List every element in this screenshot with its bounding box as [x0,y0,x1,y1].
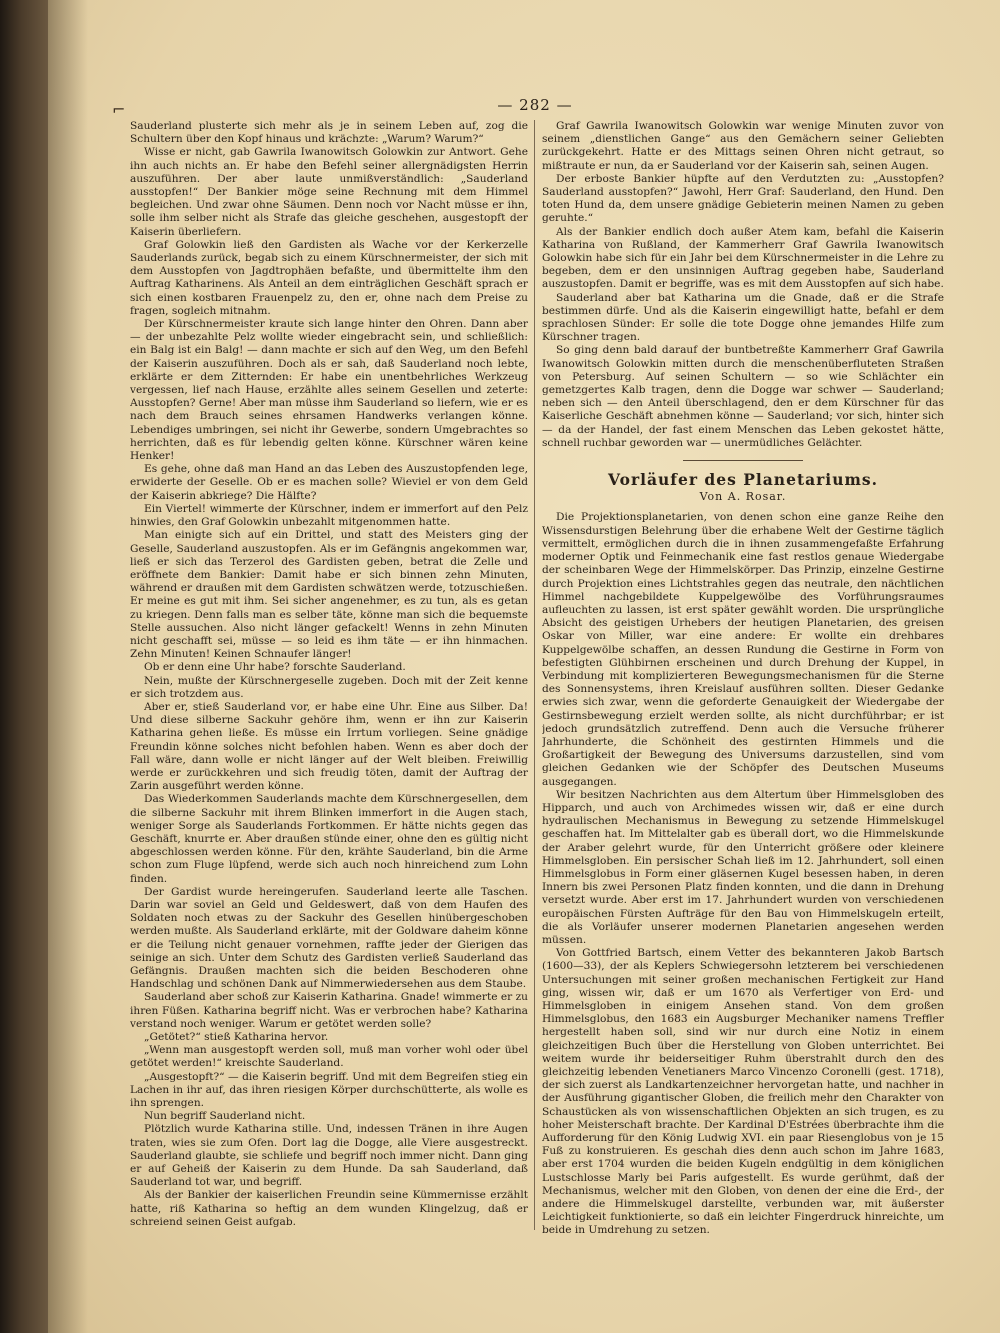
paragraph: Das Wiederkommen Sauderlands machte dem Kürschnergesellen, dem die silberne Sackuhr mit ihrem Blinken immerfort in die Augen stach, weniger Sorge als Sauderlands Fortkommen. Er hätte nichts gegen das Geschäft, knurrte er. Aber draußen stünde einer, ohne den es gültig nicht abgeschlossen werden könne. Für den, krähte Sauderland, bin die Arme schon zum Fluge lüpfend, werde sich auch noch hinreichend zum Lohn finden. [130,793,528,885]
column-divider [534,120,535,1230]
article-author: Von A. Rosar. [699,490,787,504]
paragraph: Ob er denn eine Uhr habe? forschte Sauderland. [144,661,406,674]
article-paragraph: Von Gottfried Bartsch, einem Vetter des bekannteren Jakob Bartsch (1600—33), der als Keplers Schwiegersohn letzterem bei verschiedenen Untersuchungen mit seiner großen mechanischen Fertigkeit zur Hand ging, wissen wir, daß er um 1670 als Verfertiger von Erd- und Himmelsgloben in einigem Ansehen stand. Von dem großen Himmelsglobus, den 1683 ein Augsburger Mechaniker namens Treffler hergestellt haben soll, sind wir nur durch eine Notiz in einem gleichzeitigen Buch über die Herstellung von Globen unterrichtet. Bei weitem wurde ihr beiderseitiger Ruhm überstrahlt durch den des gleichzeitig lebenden Venetianers Marco Vincenzo Coronelli (gest. 1718), der sich zuerst als Landkartenzeichner hervorgetan hatte, und nachher in der Ausführung gigantischer Globen, die freilich mehr den Charakter von Schaustücken als von wissenschaftlichen Objekten an sich trugen, es zu hoher Meisterschaft brachte. Der Kardinal D'Estrées überbrachte ihm die Aufforderung für den König Ludwig XVI. ein paar Riesenglobus von je 15 Fuß zu konstruieren. Es geschah dies denn auch schon im Jahre 1683, aber erst 1704 wurden die beiden Kugeln endgültig in dem königlichen Lustschlosse Marly bei Paris aufgestellt. Es wurde gerühmt, daß der Mechanismus, welcher mit den Globen, von denen der eine die Erd-, der andere die Himmelskugel darstellte, verbunden war, mit äußerster Leichtigkeit funktionierte, so daß ein leichter Fingerdruck hinreichte, um beide in Umdrehung zu setzen. [542,947,944,1237]
article-paragraph: Die Projektionsplanetarien, von denen schon eine ganze Reihe den Wissensdurstigen Belehrung über die erhabene Welt der Gestirne täglich vermittelt, ermöglichen durch die in ihnen zusammengefaßte Erfahrung moderner Optik und Feinmechanik eine fast restlos genaue Wiedergabe der scheinbaren Wege der Himmelskörper. Das Prinzip, einzelne Gestirne durch Projektion eines Lichtstrahles gegen das neutrale, den nächtlichen Himmel nachgebildete Kuppelgewölbe des Vorführungsraumes aufleuchten zu lassen, ist erst später gewählt worden. Die ursprüngliche Absicht des geistigen Urhebers der heutigen Planetarien, des greisen Oskar von Miller, war eine andere: Er wollte ein drehbares Kuppelgewölbe schaffen, an dessen Rundung die Gestirne in Form von befestigten Glühbirnen erscheinen und durch Drehung der Kuppel, in Verbindung mit komplizierteren Bewegungsmechanismen für die Sterne des Sonnensystems, ihren Kreislauf ausführen sollten. Dieser Gedanke erwies sich zwar, wenn die geforderte Genauigkeit der Wiedergabe der Gestirnsbewegung erzielt werden sollte, als nicht durchführbar; er ist jedoch grundsätzlich zutreffend. Denn auch die Versuche früherer Jahrhunderte, die Schönheit des gestirnten Himmels und die Großartigkeit der Bewegung des Universums darzustellen, sind vom gleichen Gedanken wie der Schöpfer des Deutschen Museums ausgegangen. [542,511,944,788]
paragraph: Sauderland plusterte sich mehr als je in seinem Leben auf, zog die Schultern über den Kopf hinaus und krächzte: „Warum? Warum?“ [130,120,528,146]
gutter-shadow [48,0,88,1333]
paragraph: Graf Gawrila Iwanowitsch Golowkin war wenige Minuten zuvor von seinem „dienstlichen Gange“ aus den Gemächern seiner Geliebten zurückgekehrt. Hatte er des Mittags seinen Ohren nicht getraut, so mißtraute er nun, da er Sauderland vor der Kaiserin sah, seinen Augen. [542,120,944,172]
paragraph: Nun begriff Sauderland nicht. [144,1110,306,1123]
corner-mark: ⌐ [112,100,126,119]
paragraph: Plötzlich wurde Katharina stille. Und, indessen Tränen in ihre Augen traten, wies sie zum Ofen. Dort lag die Dogge, alle Viere ausgestreckt. Sauderland glaubte, sie schliefe und begriff noch immer nicht. Dann ging er auf Geheiß der Kaiserin zu dem Hunde. Da sah Sauderland, daß Sauderland tot war, und begriff. [130,1123,528,1189]
paragraph: Der erboste Bankier hüpfte auf den Verdutzten zu: „Ausstopfen? Sauderland ausstopfen?“ Jawohl, Herr Graf: Sauderland, den Hund. Den toten Hund da, dem unsere gnädige Gebieterin meinen Namen zu geben geruhte.“ [542,172,944,225]
paragraph: Ein Viertel! wimmerte der Kürschner, indem er immerfort auf den Pelz hinwies, den Graf Golowkin unbezahlt mitgenommen hatte. [130,502,528,529]
paragraph: Sauderland aber schoß zur Kaiserin Katharina. Gnade! wimmerte er zu ihren Füßen. Katharina begriff nicht. Was er verbrochen habe? Katharina verstand noch weniger. Warum er getötet werden solle? [130,991,528,1030]
paragraph: Es gehe, ohne daß man Hand an das Leben des Auszustopfenden lege, erwiderte der Geselle. Ob er es machen solle? Wieviel er von dem Geld der Kaiserin abkriege? Die Hälfte? [130,463,528,502]
article-paragraph: Wir besitzen Nachrichten aus dem Altertum über Himmelsgloben des Hipparch, und auch von Archimedes wissen wir, daß er eine durch hydraulischen Mechanismus in Bewegung zu setzende Himmelskugel geschaffen hat. Im Mittelalter gab es überall dort, wo die Himmelskunde der Araber gelehrt wurde, für den Unterricht größere oder kleinere Himmelsgloben. Ein persischer Schah ließ im 12. Jahrhundert, soll einen Himmelsglobus in Form einer gläsernen Kugel besessen haben, in deren Innern bis zwei Personen Platz finden konnten, und die dann in Drehung versetzt wurde. Aber erst im 17. Jahrhundert wurden von verschiedenen europäischen Fürsten Aufträge für den Bau von Himmelskugeln erteilt, die als Vorläufer unserer modernen Planetarien angesehen werden müssen. [542,788,944,946]
page-number: — 282 — [497,96,573,114]
paragraph: Man einigte sich auf ein Drittel, und statt des Meisters ging der Geselle, Sauderland auszustopfen. Als er im Gefängnis angekommen war, ließ er sich das Terzerol des Gardisten geben, betrat die Zelle und eröffnete dem Bankier: Damit habe er sich binnen zehn Minuten, während er draußen mit dem Gardisten schwätzen werde, totzuschießen. Er meine es gut mit ihm. Sei sicher angenehmer, es zu tun, als es getan zu kriegen. Denn falls man es selber täte, könne man sich die bequemste Stelle aussuchen. Also nicht länger gefackelt! Wenns in zehn Minuten nicht geschafft sei, müsse — so leid es ihm täte — er ihn hinmachen. Zehn Minuten! Keinen Schnaufer länger! [130,529,528,661]
paragraph: „Ausgestopft?“ — die Kaiserin begriff. Und mit dem Begreifen stieg ein Lachen in ihr auf, das ihren riesigen Körper durchschütterte, als wolle es ihn sprengen. [130,1070,528,1110]
paragraph: Als der Bankier der kaiserlichen Freundin seine Kümmernisse erzählt hatte, riß Katharina so heftig an dem wunden Klingelzug, daß er schreiend seinen Geist aufgab. [130,1189,528,1228]
paragraph: „Getötet?“ stieß Katharina hervor. [144,1031,329,1044]
paragraph: Der Kürschnermeister kraute sich lange hinter den Ohren. Dann aber — der unbezahlte Pelz wollte wieder eingebracht sein, und schließlich: ein Balg ist ein Balg! — dann machte er sich auf den Weg, um den Befehl der Kaiserin auszuführen. Doch als er sah, daß Sauderland noch lebte, erklärte er dem Zitternden: Er habe ein unentbehrliches Werkzeug vergessen, lief nach Hause, erzählte alles seinem Gesellen und zeterte: Ausstopfen? Gerne! Aber man müsse ihm Sauderland so liefern, wie er es nach dem Brauch seines ehrsamen Handwerks verlangen könne. Lebendiges umbringen, sei nicht ihr Gewerbe, sondern Umgebrachtes so herrichten, daß es für lebendig gelten könne. Kürschner wären keine Henker! [130,318,528,463]
right-column [542,120,944,1240]
paragraph: So ging denn bald darauf der buntbetreßte Kammerherr Graf Gawrila Iwanowitsch Golowkin mitten durch die menschenüberfluteten Straßen von Petersburg. Auf seinen Schultern — so wie Schlächter ein gemetzgertes Kalb tragen, denn die Dogge war schwer — Sauderland; neben sich — den Anteil überschlagend, den er dem Kürschner für das Kaiserliche Geschäft abnehmen könne — Sauderland; vor sich, hinter sich — da der Handel, der fast einem Menschen das Leben gekostet hätte, schnell ruchbar geworden war — unermüdliches Gelächter. [542,344,944,449]
paragraph: Der Gardist wurde hereingerufen. Sauderland leerte alle Taschen. Darin war soviel an Geld und Geldeswert, daß von dem Haufen des Soldaten noch etwas zu der Sackuhr des Gesellen hinübergeschoben werden mußte. Als Sauderland erklärte, mit der Goldware daheim könne er die Teilung nicht genauer vornehmen, raffte jeder der Gierigen das seinige an sich. Unter dem Schutz des Gardisten verließ Sauderland das Gefängnis. Draußen machten sich die beiden Beschoderen ohne Handschlag und schönen Dank auf Nimmerwiedersehen aus dem Staube. [130,885,528,991]
left-column [130,120,528,1240]
paragraph: Nein, mußte der Kürschnergeselle zugeben. Doch mit der Zeit kenne er sich trotzdem aus. [130,674,528,700]
paragraph: Graf Golowkin ließ den Gardisten als Wache vor der Kerkerzelle Sauderlands zurück, begab sich zu einem Kürschnermeister, der sich mit dem Ausstopfen von Jagdtrophäen befaßte, und übermittelte ihm den Auftrag Katharinens. Als Anteil an dem einträglichen Geschäft sprach er sich einen kostbaren Frauenpelz zu, den er, ohne nach dem Preise zu fragen, sogleich mitnahm. [130,238,528,317]
article-title: Vorläufer des Planetariums. [608,470,878,490]
paragraph: Wisse er nicht, gab Gawrila Iwanowitsch Golowkin zur Antwort. Gehe ihn auch nichts an. Er habe den Befehl seiner allergnädigsten Herrin auszuführen. Der aber laute unmißverständlich: „Sauderland ausstopfen!“ Der Bankier möge seine Rechnung mit dem Himmel begleichen. Und zwar ohne Säumen. Denn noch vor Nacht müsse er ihn, solle ihm selber nicht als Strafe das gleiche geschehen, ausgestopft der Kaiserin überliefern. [130,146,528,238]
paragraph: „Wenn man ausgestopft werden soll, muß man vorher wohl oder übel getötet werden!“ kreischte Sauderland. [130,1044,528,1070]
paragraph: Sauderland aber bat Katharina um die Gnade, daß er die Strafe bestimmen dürfe. Und als die Kaiserin eingewilligt hatte, befahl er dem sprachlosen Sünder: Er solle die tote Dogge ohne jemandes Hilfe zum Kürschner tragen. [542,291,944,344]
book-binding [0,0,48,1333]
paragraph: Aber er, stieß Sauderland vor, er habe eine Uhr. Eine aus Silber. Da! Und diese silberne Sackuhr gehöre ihm, wenn er ihn zur Kaiserin Katharina gehen ließe. Es müsse ein Irrtum vorliegen. Seine gnädige Freundin könne solches nicht befohlen haben. Wenn es aber doch der Fall wäre, dann wolle er nicht länger auf der Welt bleiben. Freiwillig werde er zurückkehren und sich freudig töten, damit der Auftrag der Zarin ausgeführt werden könne. [130,700,528,793]
paragraph: Als der Bankier endlich doch außer Atem kam, befahl die Kaiserin Katharina von Rußland, der Kammerherr Graf Gawrila Iwanowitsch Golowkin habe sich für ein Jahr bei dem Kürschnermeister in die Lehre zu begeben, dem er den unsinnigen Auftrag gegeben habe, Sauderland auszustopfen. Damit er begriffe, was es mit dem Ausstopfen auf sich habe. [542,225,944,291]
section-divider [683,460,803,461]
